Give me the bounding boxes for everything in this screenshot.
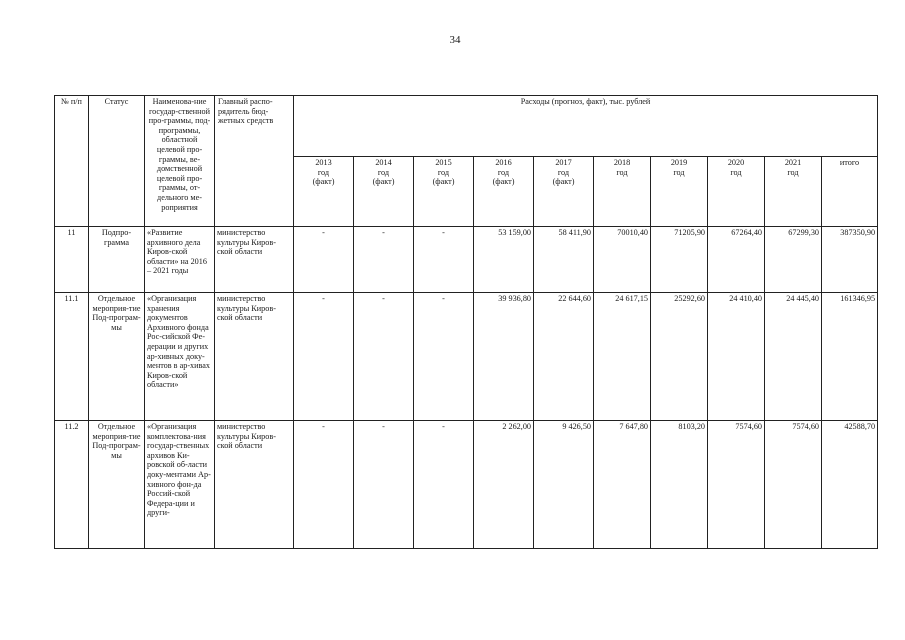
year-unit: год — [616, 167, 628, 177]
value-2019: 71205,90 — [651, 227, 708, 293]
row-admin: министерство культуры Киров-ской области — [215, 293, 294, 421]
row-name: «Развитие архивного дела Киров-ской области» на 2016 – 2021 годы — [145, 227, 215, 293]
year-note: (факт) — [372, 177, 395, 187]
value-total: 387350,90 — [822, 227, 878, 293]
value-2018: 24 617,15 — [594, 293, 651, 421]
year-note: (факт) — [552, 177, 575, 187]
row-name: «Организация хранения документов Архивного фонда Рос-сийской Фе-дерации и других ар-хивных доку-ментов в ар-хивах Киров-ской области» — [145, 293, 215, 421]
row-num: 11.1 — [55, 293, 89, 421]
value-2015: - — [414, 227, 474, 293]
value-2013: - — [294, 227, 354, 293]
header-name: Наименова-ние государ-ственной про-граммы, под-программы, областной целевой про-граммы, ве-домственной целевой про-граммы, от-дельного ме-роприятия — [145, 96, 215, 227]
table-row — [55, 421, 878, 549]
header-year-2014 — [354, 157, 414, 227]
year-unit: год — [730, 167, 742, 177]
page-number: 34 — [449, 34, 461, 46]
year-note: (факт) — [432, 177, 455, 187]
year-note: (факт) — [312, 177, 335, 187]
value-2013: - — [294, 293, 354, 421]
row-num: 11.2 — [55, 421, 89, 549]
year-unit: год — [377, 167, 390, 177]
row-num: 11 — [55, 227, 89, 293]
value-2015: - — [414, 293, 474, 421]
row-name: «Организация комплектова-ния государ-ственных архивов Ки-ровской об-ласти доку-ментами Ар-хивного фон-да Россий-ской Федера-ции и други- — [145, 421, 215, 549]
year-label: 2018 — [613, 158, 631, 167]
value-2021: 7574,60 — [765, 421, 822, 549]
value-2017: 58 411,90 — [534, 227, 594, 293]
header-year-2015 — [414, 157, 474, 227]
year-label: 2015 — [435, 158, 452, 167]
year-label: 2016 — [495, 158, 512, 167]
table-row — [55, 293, 878, 421]
header-year-2020 — [708, 157, 765, 227]
value-2014: - — [354, 293, 414, 421]
row-status: Подпро-грамма — [89, 227, 145, 293]
year-unit: год — [317, 167, 330, 177]
header-expenses: Расходы (прогноз, факт), тыс. рублей — [294, 96, 878, 157]
value-2016: 2 262,00 — [474, 421, 534, 549]
year-unit: год — [557, 167, 570, 177]
row-status: Отдельное мероприя-тие Под-програм-мы — [89, 421, 145, 549]
year-label: 2021 — [784, 158, 802, 167]
value-total: 42588,70 — [822, 421, 878, 549]
value-2020: 67264,40 — [708, 227, 765, 293]
header-year-2016 — [474, 157, 534, 227]
year-note: (факт) — [492, 177, 515, 187]
header-num: № п/п — [55, 96, 89, 227]
year-label: 2019 — [670, 158, 688, 167]
year-label: 2017 — [555, 158, 572, 167]
year-label: 2013 — [315, 158, 332, 167]
value-2013: - — [294, 421, 354, 549]
value-2017: 9 426,50 — [534, 421, 594, 549]
header-year-2019 — [651, 157, 708, 227]
value-2020: 24 410,40 — [708, 293, 765, 421]
header-admin: Главный распо-рядитель бюд-жетных средств — [215, 96, 294, 227]
value-2019: 8103,20 — [651, 421, 708, 549]
year-unit: год — [787, 167, 799, 177]
year-label: 2014 — [375, 158, 392, 167]
budget-table — [54, 95, 878, 549]
year-unit: год — [673, 167, 685, 177]
year-label: 2020 — [727, 158, 745, 167]
row-status: Отдельное мероприя-тие Под-програм-мы — [89, 293, 145, 421]
header-total: итого — [822, 157, 878, 227]
value-2016: 39 936,80 — [474, 293, 534, 421]
value-2016: 53 159,00 — [474, 227, 534, 293]
header-year-2021 — [765, 157, 822, 227]
value-2017: 22 644,60 — [534, 293, 594, 421]
year-unit: год — [497, 167, 510, 177]
value-2018: 70010,40 — [594, 227, 651, 293]
value-2021: 24 445,40 — [765, 293, 822, 421]
year-unit: год — [437, 167, 450, 177]
value-2020: 7574,60 — [708, 421, 765, 549]
header-status: Статус — [89, 96, 145, 227]
value-2021: 67299,30 — [765, 227, 822, 293]
row-admin: министерство культуры Киров-ской области — [215, 421, 294, 549]
table-row — [55, 227, 878, 293]
header-year-2017 — [534, 157, 594, 227]
header-year-2018 — [594, 157, 651, 227]
header-row-top — [55, 96, 878, 157]
row-admin: министерство культуры Киров-ской области — [215, 227, 294, 293]
value-2014: - — [354, 421, 414, 549]
value-2018: 7 647,80 — [594, 421, 651, 549]
value-2015: - — [414, 421, 474, 549]
value-2014: - — [354, 227, 414, 293]
value-total: 161346,95 — [822, 293, 878, 421]
value-2019: 25292,60 — [651, 293, 708, 421]
header-year-2013 — [294, 157, 354, 227]
